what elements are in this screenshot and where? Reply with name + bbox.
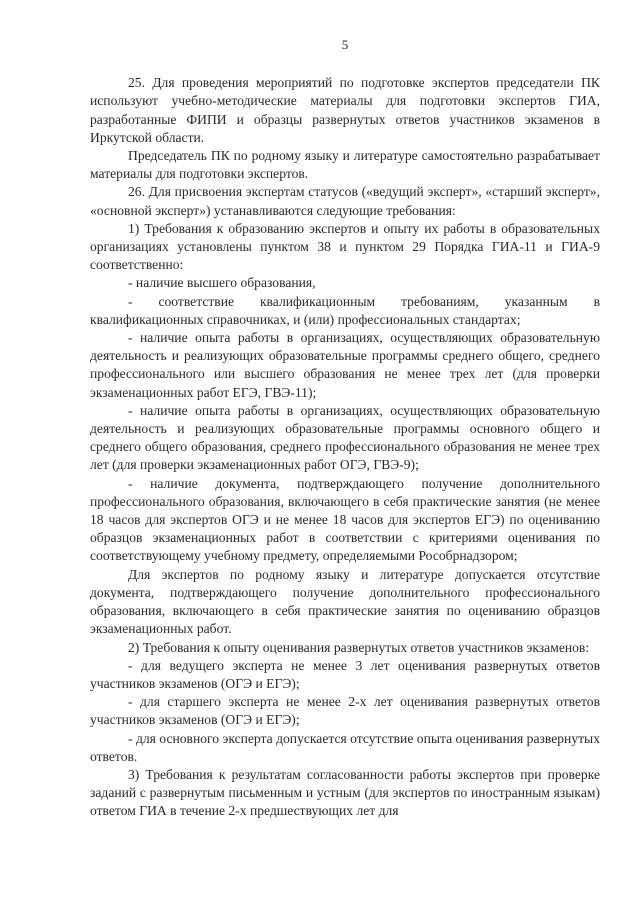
list-item-main-expert: - для основного эксперта допускается отсутствие опыта оценивания развернутых ответов.: [90, 730, 600, 764]
list-item-senior-expert: - для старшего эксперта не менее 2-х лет оценивания развернутых ответов участников экзаменов (ОГЭ и ЕГЭ);: [90, 694, 600, 728]
paragraph-native-language-chair: Председатель ПК по родному языку и литературе самостоятельно разрабатывает материалы для подготовки экспертов.: [90, 148, 600, 182]
requirement-3-consistency: 3) Требования к результатам согласованности работы экспертов при проверке заданий с развернутым письменным и устным (для экспертов по иностранным языкам) ответом ГИА в течение 2-х предшествующих лет для: [90, 766, 600, 819]
list-item-additional-education: - наличие документа, подтверждающего получение дополнительного профессионального образования, включающего в себя практические занятия (не менее 18 часов для экспертов ОГЭ и не менее 18 часов для экспертов ЕГЭ) по оцениванию образцов экзаменационных работ в соответствии с критериями оценивания по соответствующему учебному предмету, определяемыми Рособрнадзором;: [90, 475, 600, 564]
requirement-2-experience: 2) Требования к опыту оценивания развернутых ответов участников экзаменов:: [128, 639, 590, 655]
requirement-1-education: 1) Требования к образованию экспертов и опыту их работы в образовательных организациях установлены пунктом 38 и пунктом 29 Порядка ГИА-11 и ГИА-9 соответственно:: [90, 220, 600, 273]
list-item-qualification: - соответствие квалификационным требованиям, указанным в квалификационных справочниках, и (или) профессиональных стандартах;: [90, 293, 600, 327]
paragraph-25: 25. Для проведения мероприятий по подготовке экспертов председатели ПК используют учебно-методические материалы для подготовки экспертов ГИА, разработанные ФИПИ и образцы развернутых ответов участников экзаменов в Иркутской области.: [90, 75, 600, 145]
page-number: 5: [341, 37, 349, 52]
list-item-experience-oge: - наличие опыта работы в организациях, осуществляющих образовательную деятельность и реализующих образовательные программы основного общего и среднего общего образования, среднего профессионального образования не менее трех лет (для проверки экзаменационных работ ОГЭ, ГВЭ-9);: [90, 402, 600, 473]
list-item-higher-education: - наличие высшего образования,: [128, 275, 316, 291]
list-item-lead-expert: - для ведущего эксперта не менее 3 лет оценивания развернутых ответов участников экзаменов (ОГЭ и ЕГЭ);: [90, 657, 600, 691]
list-item-experience-ege: - наличие опыта работы в организациях, осуществляющих образовательную деятельность и реализующих образовательные программы среднего общего, среднего профессионального или высшего образования не менее трех лет (для проверки экзаменационных работ ЕГЭ, ГВЭ-11);: [90, 330, 600, 400]
paragraph-26: 26. Для присвоения экспертам статусов («ведущий эксперт», «старший эксперт», «основной эксперт») устанавливаются следующие требования:: [90, 184, 600, 218]
paragraph-native-language-exception: Для экспертов по родному языку и литературе допускается отсутствие документа, подтверждающего получение дополнительного профессионального образования, включающего в себя практические занятия по оцениванию образцов экзаменационных работ.: [90, 566, 600, 637]
